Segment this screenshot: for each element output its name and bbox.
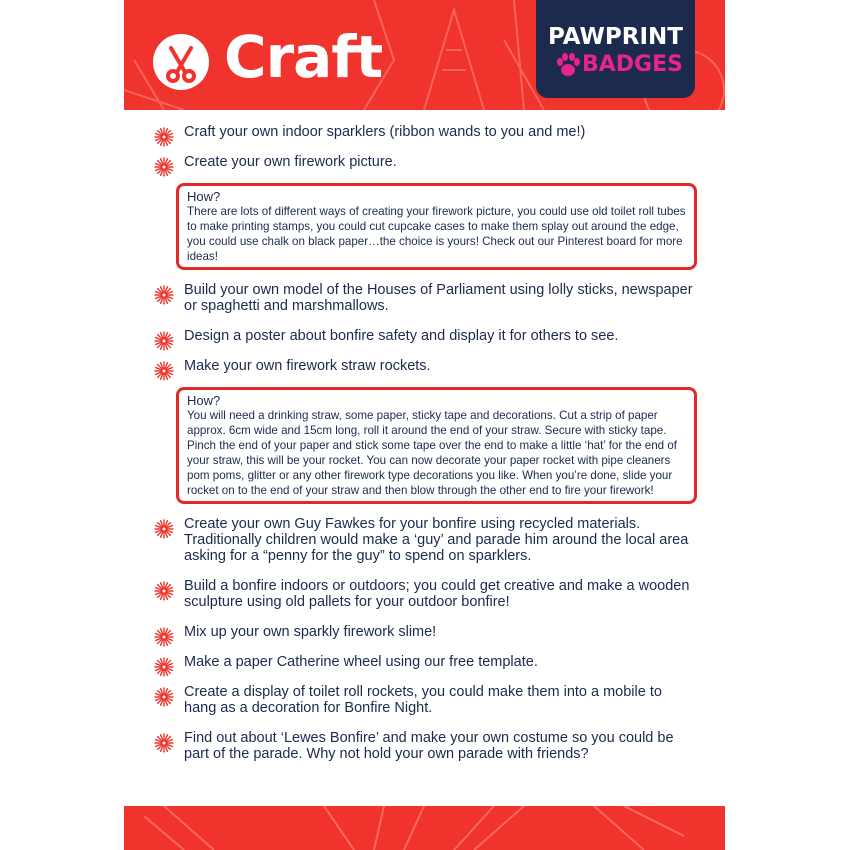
page-title: Craft <box>224 23 383 91</box>
how-box <box>176 183 697 270</box>
brand-name-bottom-group <box>556 52 686 80</box>
pawprint-badges-logo <box>536 0 695 98</box>
firework-burst-icon <box>154 687 174 707</box>
firework-burst-icon <box>154 657 174 677</box>
list-item <box>154 654 694 670</box>
item-text: Design a poster about bonfire safety and display it for others to see. <box>184 328 619 344</box>
list-item <box>154 624 694 640</box>
firework-burst-icon <box>154 627 174 647</box>
list-item <box>154 358 694 374</box>
firework-burst-icon <box>154 157 174 177</box>
item-text: Build a bonfire indoors or outdoors; you could get creative and make a wooden sculpture using old pallets for your outdoor bonfire! <box>184 578 690 610</box>
item-text: Mix up your own sparkly firework slime! <box>184 624 437 640</box>
firework-burst-icon <box>154 285 174 305</box>
list-item <box>154 124 694 140</box>
footer-banner <box>124 806 725 850</box>
firework-burst-icon <box>154 127 174 147</box>
how-title: How? <box>187 393 221 408</box>
how-box <box>176 387 697 504</box>
craft-page <box>124 0 725 850</box>
list-item <box>154 684 694 716</box>
list-item <box>154 282 694 314</box>
list-item <box>154 578 694 610</box>
activity-list <box>154 124 694 776</box>
paw-icon <box>556 52 580 78</box>
item-text: Create your own Guy Fawkes for your bonfire using recycled materials. Traditionally children would make a ‘guy’ and parade him around the local area asking for a “penny for the guy” to spend on sparklers. <box>184 516 689 564</box>
item-text: Find out about ‘Lewes Bonfire’ and make your own costume so you could be part of the parade. Why not hold your own parade with friends? <box>184 730 674 762</box>
how-text: There are lots of different ways of creating your firework picture, you could use old toilet roll tubes to make printing stamps, you could cut cupcake cases to make them splay out around the edge, you could use chalk on black paper…the choice is yours! Check out our Pinterest board for more ideas! <box>187 205 686 263</box>
firework-burst-icon <box>154 733 174 753</box>
firework-burst-icon <box>154 361 174 381</box>
firework-burst-icon <box>154 581 174 601</box>
list-item <box>154 516 694 564</box>
firework-burst-icon <box>154 331 174 351</box>
list-item <box>154 154 694 170</box>
brand-name-top: PAWPRINT <box>548 24 683 50</box>
item-text: Make a paper Catherine wheel using our free template. <box>184 654 538 670</box>
list-item <box>154 730 694 762</box>
firework-decoration <box>124 806 725 850</box>
scissors-icon <box>153 34 209 90</box>
header-banner <box>124 0 725 110</box>
item-text: Create a display of toilet roll rockets, you could make them into a mobile to hang as a decoration for Bonfire Night. <box>184 684 662 716</box>
how-text: You will need a drinking straw, some paper, sticky tape and decorations. Cut a strip of paper approx. 6cm wide and 15cm long, roll it around the end of your straw. Secure with sticky tape. Pinch the end of your paper and stick some tape over the end to make a little ‘hat’ for the end of your straw, this will be your rocket. You can now decorate your paper rocket with pipe cleaners pom poms, glitter or any other firework type decorations you like. When you’re done, slide your rocket on to the end of your straw and then blow through the other end to fire your firework! <box>187 409 678 497</box>
brand-name-sub: BADGES <box>582 52 683 77</box>
item-text: Create your own firework picture. <box>184 154 397 170</box>
item-text: Build your own model of the Houses of Parliament using lolly sticks, newspaper or spaghetti and marshmallows. <box>184 282 693 314</box>
how-title: How? <box>187 189 221 204</box>
list-item <box>154 328 694 344</box>
item-text: Make your own firework straw rockets. <box>184 358 431 374</box>
item-text: Craft your own indoor sparklers (ribbon wands to you and me!) <box>184 124 586 140</box>
firework-burst-icon <box>154 519 174 539</box>
